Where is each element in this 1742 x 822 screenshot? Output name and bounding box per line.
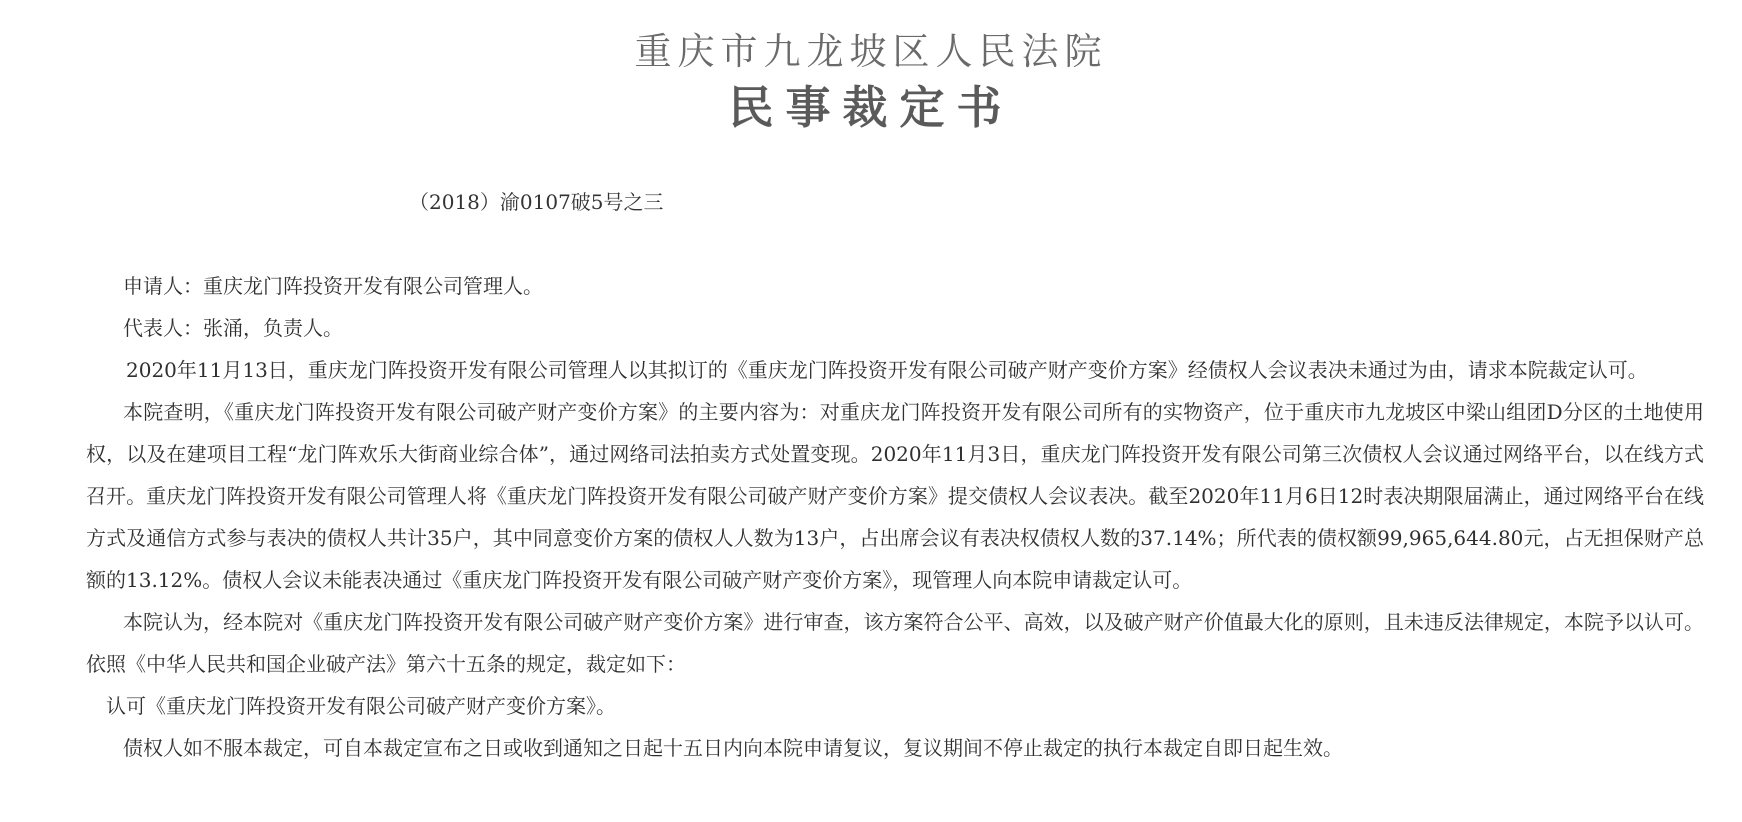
case-number: （2018）渝0107破5号之三: [409, 190, 664, 214]
opinion-paragraph: 本院认为，经本院对《重庆龙门阵投资开发有限公司破产财产变价方案》进行审查，该方案符合公平、高效，以及破产财产价值最大化的原则，且未违反法律规定，本院予以认可。依照《中华人民共和国企业破产法》第六十五条的规定，裁定如下：: [86, 610, 1704, 676]
findings-paragraph: 本院查明，《重庆龙门阵投资开发有限公司破产财产变价方案》的主要内容为：对重庆龙门阵投资开发有限公司所有的实物资产，位于重庆市九龙坡区中梁山组团D分区的土地使用权，以及在建项目工程“龙门阵欢乐大街商业综合体”，通过网络司法拍卖方式处置变现。2020年11月3日，重庆龙门阵投资开发有限公司第三次债权人会议通过网络平台，以在线方式召开。重庆龙门阵投资开发有限公司管理人将《重庆龙门阵投资开发有限公司破产财产变价方案》提交债权人会议表决。截至2020年11月6日12时表决期限届满止，通过网络平台在线方式及通信方式参与表决的债权人共计35户，其中同意变价方案的债权人人数为13户，占出席会议有表决权债权人数的37.14%；所代表的债权额99,965,644.80元，占无担保财产总额的13.12%。债权人会议未能表决通过《重庆龙门阵投资开发有限公司破产财产变价方案》，现管理人向本院申请裁定认可。: [86, 400, 1704, 592]
representative-paragraph: 代表人：张涌，负责人。: [123, 316, 343, 340]
ruling-body: [86, 265, 1704, 769]
applicant-paragraph: 申请人：重庆龙门阵投资开发有限公司管理人。: [123, 274, 543, 298]
ruling-paragraph: 认可《重庆龙门阵投资开发有限公司破产财产变价方案》。: [106, 694, 616, 718]
document-title: 民事裁定书: [728, 81, 1014, 134]
court-name: 重庆市九龙坡区人民法院: [634, 30, 1108, 73]
appeal-notice-paragraph: 债权人如不服本裁定，可自本裁定宣布之日或收到通知之日起十五日内向本院申请复议，复议期间不停止裁定的执行本裁定自即日起生效。: [123, 736, 1343, 760]
request-paragraph: 2020年11月13日，重庆龙门阵投资开发有限公司管理人以其拟订的《重庆龙门阵投资开发有限公司破产财产变价方案》经债权人会议表决未通过为由，请求本院裁定认可。: [126, 358, 1648, 382]
